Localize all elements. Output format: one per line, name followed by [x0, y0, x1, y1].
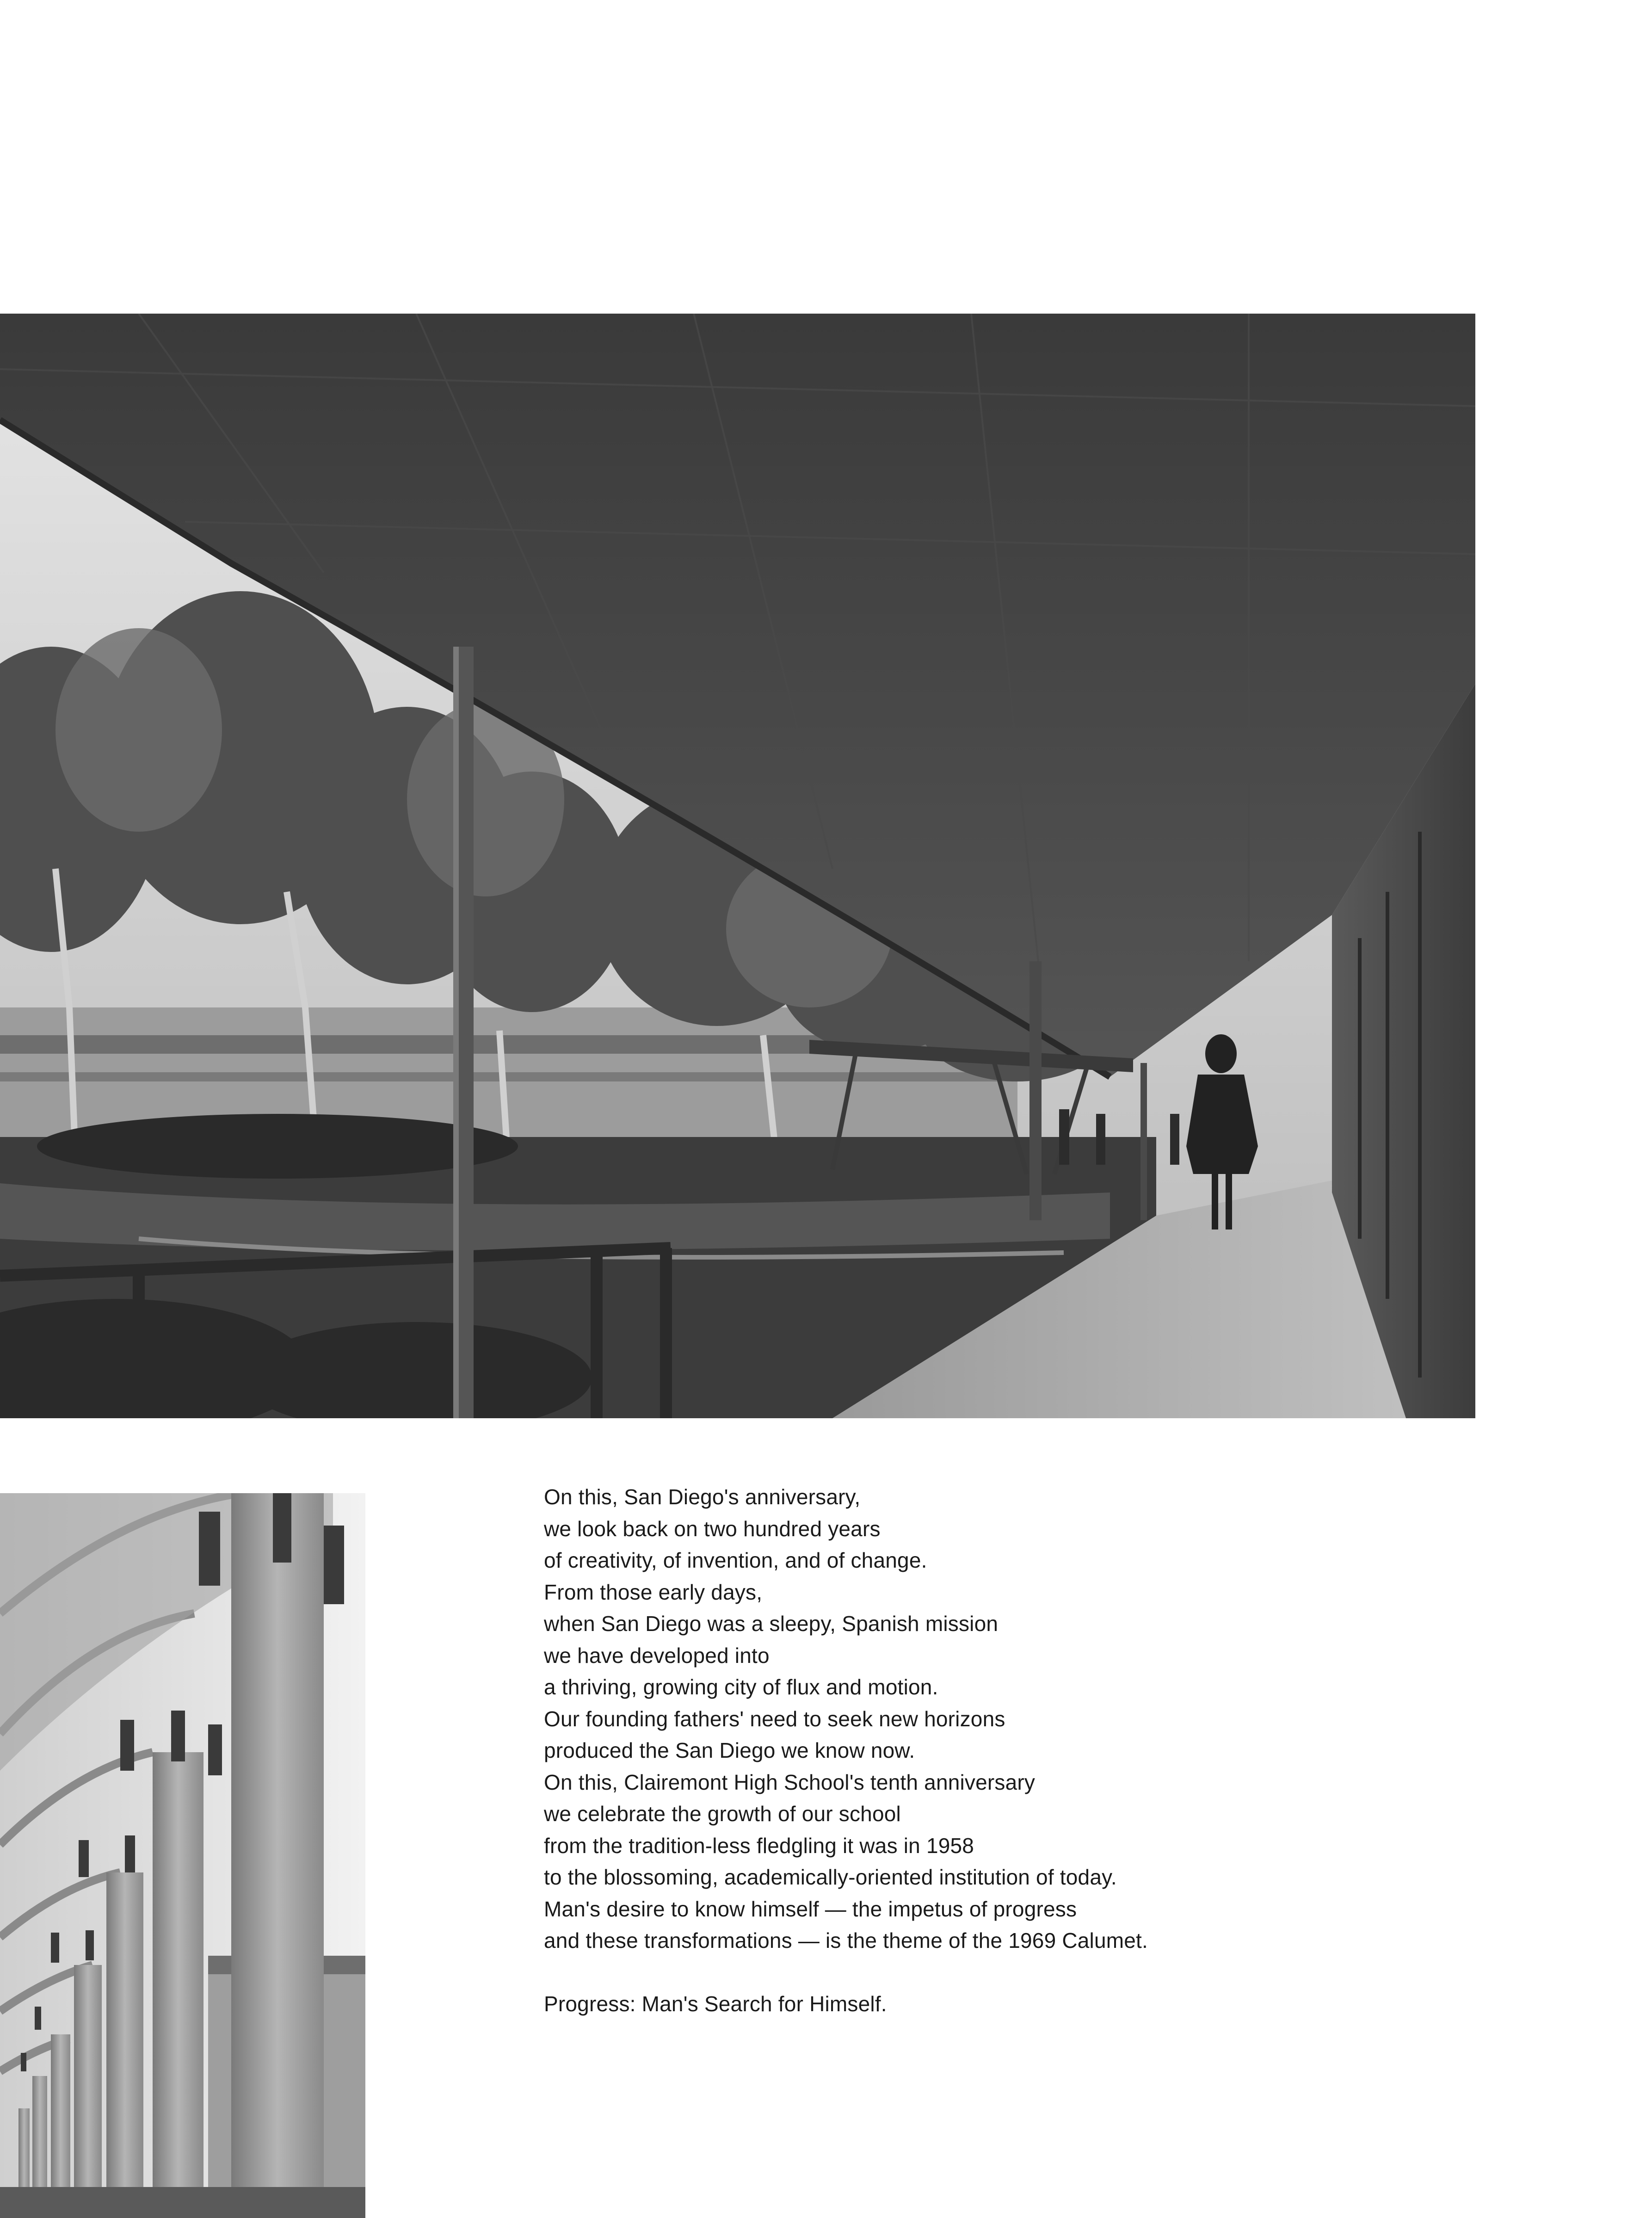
intro-line: Man's desire to know himself — the impetus of progress [544, 1897, 1077, 1921]
intro-line: we celebrate the growth of our school [544, 1802, 901, 1826]
intro-line: when San Diego was a sleepy, Spanish mission [544, 1612, 999, 1636]
walkway-photo-graphic [0, 314, 1475, 1418]
intro-line: from the tradition-less fledgling it was in 1958 [544, 1833, 974, 1858]
intro-line: From those early days, [544, 1580, 763, 1604]
intro-line: of creativity, of invention, and of change. [544, 1548, 927, 1572]
intro-line: On this, San Diego's anniversary, [544, 1485, 861, 1509]
intro-line: Our founding fathers' need to seek new horizons [544, 1706, 1005, 1731]
intro-line: On this, Clairemont High School's tenth anniversary [544, 1770, 1036, 1794]
walkway-photo [0, 314, 1475, 1418]
intro-line: we have developed into [544, 1643, 770, 1668]
colonnade-photo-graphic [0, 1493, 365, 2218]
colonnade-photo [0, 1493, 365, 2218]
intro-line: produced the San Diego we know now. [544, 1738, 915, 1762]
intro-line: to the blossoming, academically-oriented institution of today. [544, 1865, 1117, 1889]
intro-line: a thriving, growing city of flux and motion. [544, 1675, 938, 1699]
intro-line: and these transformations — is the theme of the 1969 Calumet. [544, 1928, 1148, 1952]
intro-line: we look back on two hundred years [544, 1516, 881, 1541]
theme-motto: Progress: Man's Search for Himself. [544, 1991, 887, 2016]
intro-text [544, 1481, 1561, 2020]
